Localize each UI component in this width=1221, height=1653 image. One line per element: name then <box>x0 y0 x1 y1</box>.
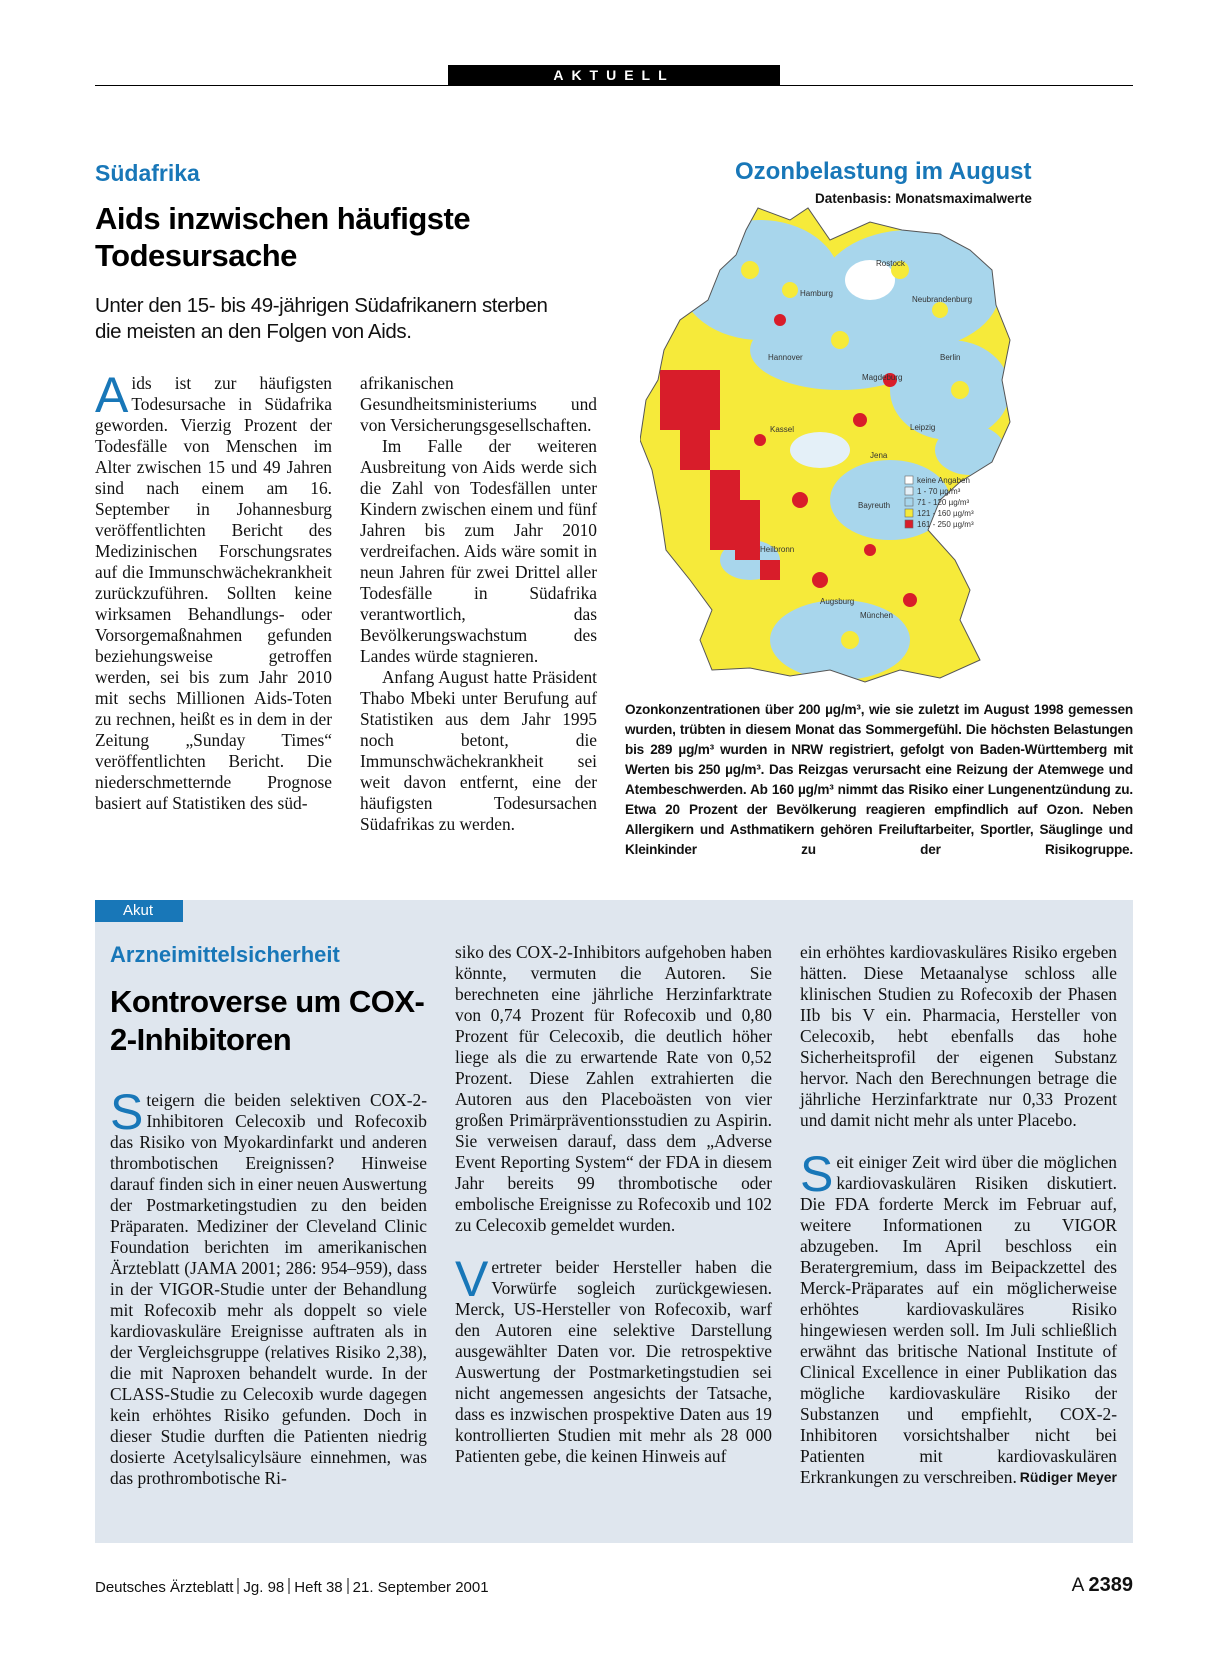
city-label: Hannover <box>768 353 803 362</box>
city-label: Augsburg <box>820 597 855 606</box>
ozone-map <box>640 200 1060 695</box>
paragraph: teigern die beiden selektiven COX-2-Inhibitoren Celecoxib und Rofecoxib das Risiko von Myokardinfarkt und anderen thrombotischen Ereignissen? Hinweise darauf finden sich in einer neuen Auswertung der Postmarketingstudien zu den beiden Präparaten. Mediziner der Cleveland Clinic Foundation berichten im amerikanischen Ärzteblatt (JAMA 2001; 286: 954–959), dass in der VIGOR-Studie unter der Behandlung mit Rofecoxib mehr als doppelt so viele kardiovaskuläre Ereignisse auftraten als in der Vergleichsgruppe (relatives Risiko 2,38), die mit Naproxen behandelt wurde. In der CLASS-Studie zu Celecoxib wurde dagegen kein erhöhtes Risiko gefunden. Doch in dieser Studie durften die Patienten niedrig dosierte Acetylsalicylsäure einnehmen, was das prothrombotische Ri- <box>110 1090 427 1488</box>
legend-label: 1 - 70 µg/m³ <box>917 487 961 496</box>
city-label: Kassel <box>770 425 795 434</box>
article1-headline <box>95 200 470 274</box>
legend-label: 121 - 160 µg/m³ <box>917 509 974 518</box>
drop-cap: V <box>455 1251 489 1307</box>
paragraph: ein erhöhtes kardiovaskuläres Risiko ergeben hätten. Diese Metaanalyse schloss alle klinischen Studien zu Rofecoxib der Phasen IIb bis V ein. Pharmacia, Hersteller von Celecoxib, hebt ebenfalls das hohe Sicherheitsprofil der eigenen Substanz hervor. Nach den Berechnungen betrage die jährliche Herzinfarktrate nur 0,33 Prozent und damit nicht mehr als unter Placebo. <box>800 942 1117 1130</box>
volume: Jg. 98 <box>243 1579 285 1596</box>
article1-subhead <box>95 293 548 345</box>
drop-cap: A <box>95 367 129 423</box>
article2-column-3 <box>800 942 1117 1488</box>
article2-kicker: Arzneimittelsicherheit <box>110 942 340 967</box>
city-label: Magdeburg <box>862 373 903 382</box>
city-label: Bayreuth <box>858 501 891 510</box>
article2-headline <box>110 983 424 1059</box>
paragraph: eit einiger Zeit wird über die möglichen kardiovaskulären Risiken diskutiert. Die FDA forderte Merck im Februar auf, weitere Informationen zu VIGOR abzugeben. Im April beschloss ein Beratergremium, dass im Beipackzettel des Merck-Präparates auf ein möglicherweise erhöhtes kardiovaskuläres Risiko hingewiesen werden soll. Im Juli schließlich erwähnt das britische National Institute of Clinical Excellence in einer Publikation das mögliche kardiovaskuläre Risiko der Substanzen und empfiehlt, COX-2-Inhibitoren vorsichtshalber nicht bei Patienten mit kardiovaskulären Erkrankungen zu verschreiben. <box>800 1152 1117 1487</box>
city-label: Heilbronn <box>760 545 795 554</box>
paragraph: siko des COX-2-Inhibitors aufgehoben haben könnte, vermuten die Autoren. Sie berechneten eine jährliche Herzinfarktrate von 0,74 Prozent für Rofecoxib und 0,80 Prozent für Celecoxib, die deutlich höher liege als die zu erwartende Rate von 0,52 Prozent. Diese Zahlen extrahierten die Autoren aus den Placeboästen von vier großen Primärpräventionsstudien zu Aspirin. Sie verweisen darauf, dass dem „Adverse Event Reporting System“ der FDA in diesem Jahr bereits 99 thrombotische oder embolische Ereignisse zu Rofecoxib und 102 zu Celecoxib gemeldet wurden. <box>455 942 772 1235</box>
legend-swatch <box>905 476 913 484</box>
headline-line: Aids inzwischen häufigste <box>95 201 471 236</box>
paragraph: Anfang August hatte Präsident Thabo Mbeki unter Berufung auf Statistiken aus dem Jahr 1995 noch betont, die Immunschwächekrankheit sei weit davon entfernt, eine der häufigsten Todesursachen Südafrikas zu werden. <box>360 667 597 834</box>
city-label: Neubrandenburg <box>912 295 973 304</box>
akut-tag: Akut <box>95 900 183 922</box>
map-fill <box>640 200 1060 695</box>
author: Rüdiger Meyer <box>1019 1469 1117 1485</box>
page-prefix: A <box>1071 1575 1084 1596</box>
city-label: Leipzig <box>910 423 936 432</box>
legend-swatch <box>905 520 913 528</box>
page-number <box>1072 1574 1133 1597</box>
separator <box>288 1578 290 1594</box>
footer <box>95 1578 489 1596</box>
headline-line: Todesursache <box>95 238 297 273</box>
headline-line: Kontroverse um COX- <box>110 984 425 1019</box>
page-value: 2389 <box>1088 1574 1133 1596</box>
legend-label: 161 - 250 µg/m³ <box>917 520 974 529</box>
city-label: Berlin <box>940 353 961 362</box>
separator <box>347 1578 349 1594</box>
map-title: Ozonbelastung im August <box>735 158 1032 185</box>
legend-label: keine Angaben <box>917 476 970 485</box>
date: 21. September 2001 <box>352 1579 489 1596</box>
paragraph: Im Falle der weiteren Ausbreitung von Aids werde sich die Zahl von Todesfällen unter Kindern zwischen einem und fünf Jahren bis zum Jahr 2010 verdreifachen. Aids wäre somit in neun Jahren für zwei Drittel aller Todesfälle in Südafrika verantwortlich, das Bevölkerungswachstum des Landes würde stagnieren. <box>360 436 597 666</box>
article1-kicker: Südafrika <box>95 160 200 186</box>
city-label: Jena <box>870 451 888 460</box>
paragraph: ertreter beider Hersteller haben die Vorwürfe sogleich zurückgewiesen. Merck, US-Hersteller von Rofecoxib, warf den Autoren eine selektive Darstellung ausgewählter Daten vor. Die retrospektive Auswertung der Postmarketingstudien sei nicht angemessen angesichts der Tatsache, dass es inzwischen prospektive Daten aus 19 kontrollierten Studien mit mehr als 28 000 Patienten gebe, die keinen Hinweis auf <box>455 1257 772 1466</box>
paragraph: ids ist zur häufigsten Todesursache in Südafrika geworden. Vierzig Prozent der Todesfälle von Menschen im Alter zwischen 15 und 49 Jahren sind nach einem am 16. September in Johannesburg veröffentlichten Bericht des Medizinischen Forschungsrates auf die Immunschwächekrankheit zurückzuführen. Sollten keine wirksamen Behandlungs- oder Vorsorgemaßnahmen gefunden beziehungsweise getroffen werden, sei bis zum Jahr 2010 mit sechs Millionen Aids-Toten zu rechnen, heißt es in dem in der Zeitung „Sunday Times“ veröffentlichten Bericht. Die niederschmetternde Prognose basiert auf Statistiken des süd- <box>95 373 332 813</box>
subhead-line: Unter den 15- bis 49-jährigen Südafrikanern sterben <box>95 294 548 317</box>
drop-cap: S <box>800 1146 834 1202</box>
issue: Heft 38 <box>294 1579 343 1596</box>
section-label: AKTUELL <box>448 65 780 86</box>
map-subtitle: Datenbasis: Monatsmaximalwerte <box>815 191 1032 206</box>
legend-label: 71 - 120 µg/m³ <box>917 498 970 507</box>
article2-column-2 <box>455 942 772 1467</box>
article1-column-2 <box>360 373 597 835</box>
article2-column-1 <box>110 1084 427 1489</box>
headline-line: 2-Inhibitoren <box>110 1022 292 1057</box>
city-label: München <box>860 611 893 620</box>
article1-column-1 <box>95 367 332 814</box>
legend-swatch <box>905 498 913 506</box>
map-caption: Ozonkonzentrationen über 200 µg/m³, wie sie zuletzt im August 1998 gemessen wurden, trübten in diesem Monat das Sommergefühl. Die höchsten Belastungen bis 289 µg/m³ wurden in NRW registriert, gefolgt von Baden-Württemberg mit Werten bis 250 µg/m³. Das Reizgas verursacht eine Reizung der Atemwege und Atembeschwerden. Ab 160 µg/m³ nimmt das Risiko einer Lungenentzündung zu. Etwa 20 Prozent der Bevölkerung reagieren empfindlich auf Ozon. Neben Allergikern und Asthmatikern gehören Freiluftarbeiter, Sportler, Säuglinge und Kleinkinder zu der Risikogruppe. <box>625 702 1133 857</box>
legend-swatch <box>905 487 913 495</box>
paragraph: afrikanischen Gesundheitsministeriums und von Versicherungsgesellschaften. <box>360 373 597 435</box>
separator <box>237 1578 239 1594</box>
journal-name: Deutsches Ärzteblatt <box>95 1579 234 1596</box>
legend-swatch <box>905 509 913 517</box>
subhead-line: die meisten an den Folgen von Aids. <box>95 320 412 343</box>
city-label: Hamburg <box>800 289 833 298</box>
drop-cap: S <box>110 1084 144 1140</box>
city-label: Rostock <box>876 259 905 268</box>
